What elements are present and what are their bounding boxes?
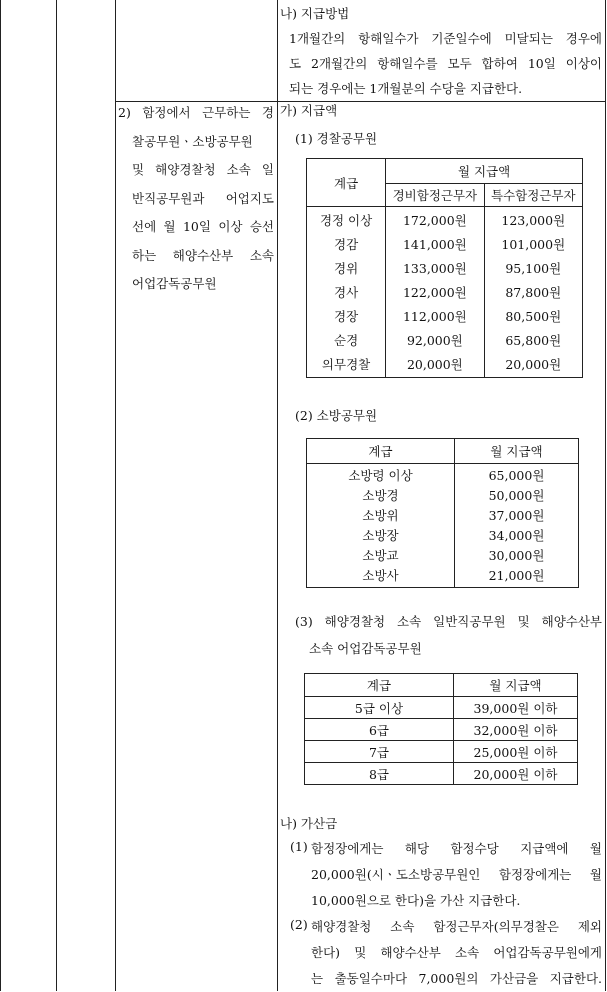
police-rank-cell [307,207,386,378]
fire-header-rank: 계급 [307,439,455,464]
fire-amount-1: 65,000원 [488,468,545,483]
police-col1-3: 133,000원 [402,261,467,276]
coastguard-rank-3: 7급 [305,741,454,763]
police-rank-4: 경사 [334,285,359,300]
item2-line-5: 선에 월 10일 이상 승선 [132,219,274,234]
pay-method-title: 나) 지급방법 [280,6,350,21]
item2-line-4: 반직공무원과 어업지도 [132,190,274,206]
police-pay-table [306,158,583,378]
police-col1-6: 92,000원 [406,333,463,348]
fire-rank-1: 소방령 이상 [348,468,413,483]
frame-line-col3 [277,0,278,991]
police-col1-5: 112,000원 [402,309,467,324]
coastguard-rank-2: 6급 [305,719,454,741]
police-rank-1: 경정 이상 [319,213,373,228]
police-subtitle: (1) 경찰공무원 [295,131,378,146]
frame-line-right [605,0,606,991]
coastguard-amount-3: 25,000원 이하 [454,741,578,763]
coastguard-amount-1: 39,000원 이하 [454,697,578,719]
fire-amount-5: 30,000원 [488,548,545,563]
police-col2-2: 101,000원 [501,237,566,252]
police-col2-1: 123,000원 [501,213,566,228]
item2-description [118,99,274,299]
police-rank-5: 경장 [334,309,359,324]
addition-item2-num: (2) [290,917,308,932]
coastguard-amount-2: 32,000원 이하 [454,719,578,741]
fire-rank-cell [307,464,455,588]
item2-line-2: 찰공무원ㆍ소방공무원 [132,133,253,149]
addition-item2-line-3: 는 출동일수마다 7,000원의 가산금을 지급한다. [311,971,602,986]
frame-line-col2 [115,0,116,991]
police-rank-2: 경감 [334,237,359,252]
item2-line-7: 어업감독공무원 [132,276,217,291]
fire-rank-3: 소방위 [362,508,399,523]
fire-rank-4: 소방장 [362,528,399,543]
police-rank-7: 의무경찰 [321,357,371,372]
police-col2-3: 95,100원 [505,261,562,276]
police-col2-cell [484,207,582,378]
coastguard-rank-1: 5급 이상 [305,697,454,719]
addition-item2-line-2: 한다) 및 해양수산부 소속 어업감독공무원에게 [311,945,602,960]
police-header-col2: 특수함정근무자 [484,184,582,207]
addition-item1-line-2: 20,000원(시ㆍ도소방공무원인 함정장에게는 월 [311,867,602,882]
police-col1-7: 20,000원 [406,357,463,372]
police-col2-7: 20,000원 [505,357,562,372]
pay-method-line-2: 도 2개월간의 항해일수를 모두 합하여 10일 이상이 [289,56,602,71]
fire-pay-table [306,438,579,588]
addition-item1-line-1: 함정장에게는 해당 함정수당 지급액에 월 [311,841,602,856]
police-header-col1: 경비함정근무자 [386,184,484,207]
police-col2-4: 87,800원 [505,285,562,300]
police-col1-1: 172,000원 [402,213,467,228]
police-col2-5: 80,500원 [505,309,562,324]
frame-line-left [0,0,1,991]
police-rank-3: 경위 [334,261,359,276]
police-col1-4: 122,000원 [402,285,467,300]
coastguard-header-monthly: 월 지급액 [454,674,578,697]
addition-item2-text [311,914,602,992]
fire-rank-5: 소방교 [362,548,399,563]
fire-amount-4: 34,000원 [488,528,545,543]
coastguard-subtitle-line-1: (3) 해양경찰청 소속 일반직공무원 및 해양수산부 [295,614,602,629]
frame-line-col1 [56,0,57,991]
addition-item1-line-3: 10,000원으로 한다)을 가산 지급한다. [311,893,521,908]
coastguard-header-rank: 계급 [305,674,454,697]
fire-rank-2: 소방경 [362,488,399,503]
fire-header-monthly: 월 지급액 [455,439,579,464]
coastguard-pay-table [304,673,578,785]
fire-amount-3: 37,000원 [488,508,545,523]
police-col2-6: 65,800원 [505,333,562,348]
addition-item1-text [311,836,602,914]
addition-section-title: 나) 가산금 [280,816,338,831]
fire-amount-6: 21,000원 [488,568,545,583]
fire-rank-6: 소방사 [362,568,399,583]
coastguard-subtitle [295,608,602,662]
amount-section-title: 가) 지급액 [280,103,338,118]
pay-method-paragraph [289,26,602,101]
police-rank-6: 순경 [334,333,359,348]
police-header-rank: 계급 [307,159,386,207]
police-col1-cell [386,207,484,378]
item2-line-6: 하는 해양수산부 소속 [132,247,274,263]
pay-method-line-3: 되는 경우에는 1개월분의 수당을 지급한다. [289,81,523,96]
pay-method-line-1: 1개월간의 항해일수가 기준일수에 미달되는 경우에 [289,31,602,46]
fire-amount-cell [455,464,579,588]
addition-item2-line-1: 해양경찰청 소속 함정근무자(의무경찰은 제외 [311,919,602,934]
coastguard-rank-4: 8급 [305,763,454,785]
police-col1-2: 141,000원 [402,237,467,252]
fire-amount-2: 50,000원 [488,488,545,503]
coastguard-amount-4: 20,000원 이하 [454,763,578,785]
fire-subtitle: (2) 소방공무원 [295,408,378,423]
item2-line-3: 및 해양경찰청 소속 일 [132,162,274,177]
coastguard-subtitle-line-2: 소속 어업감독공무원 [309,641,422,656]
police-header-monthly: 월 지급액 [386,159,583,184]
item2-line-1: 2) 함정에서 근무하는 경 [118,105,274,120]
addition-item1-num: (1) [290,839,308,854]
